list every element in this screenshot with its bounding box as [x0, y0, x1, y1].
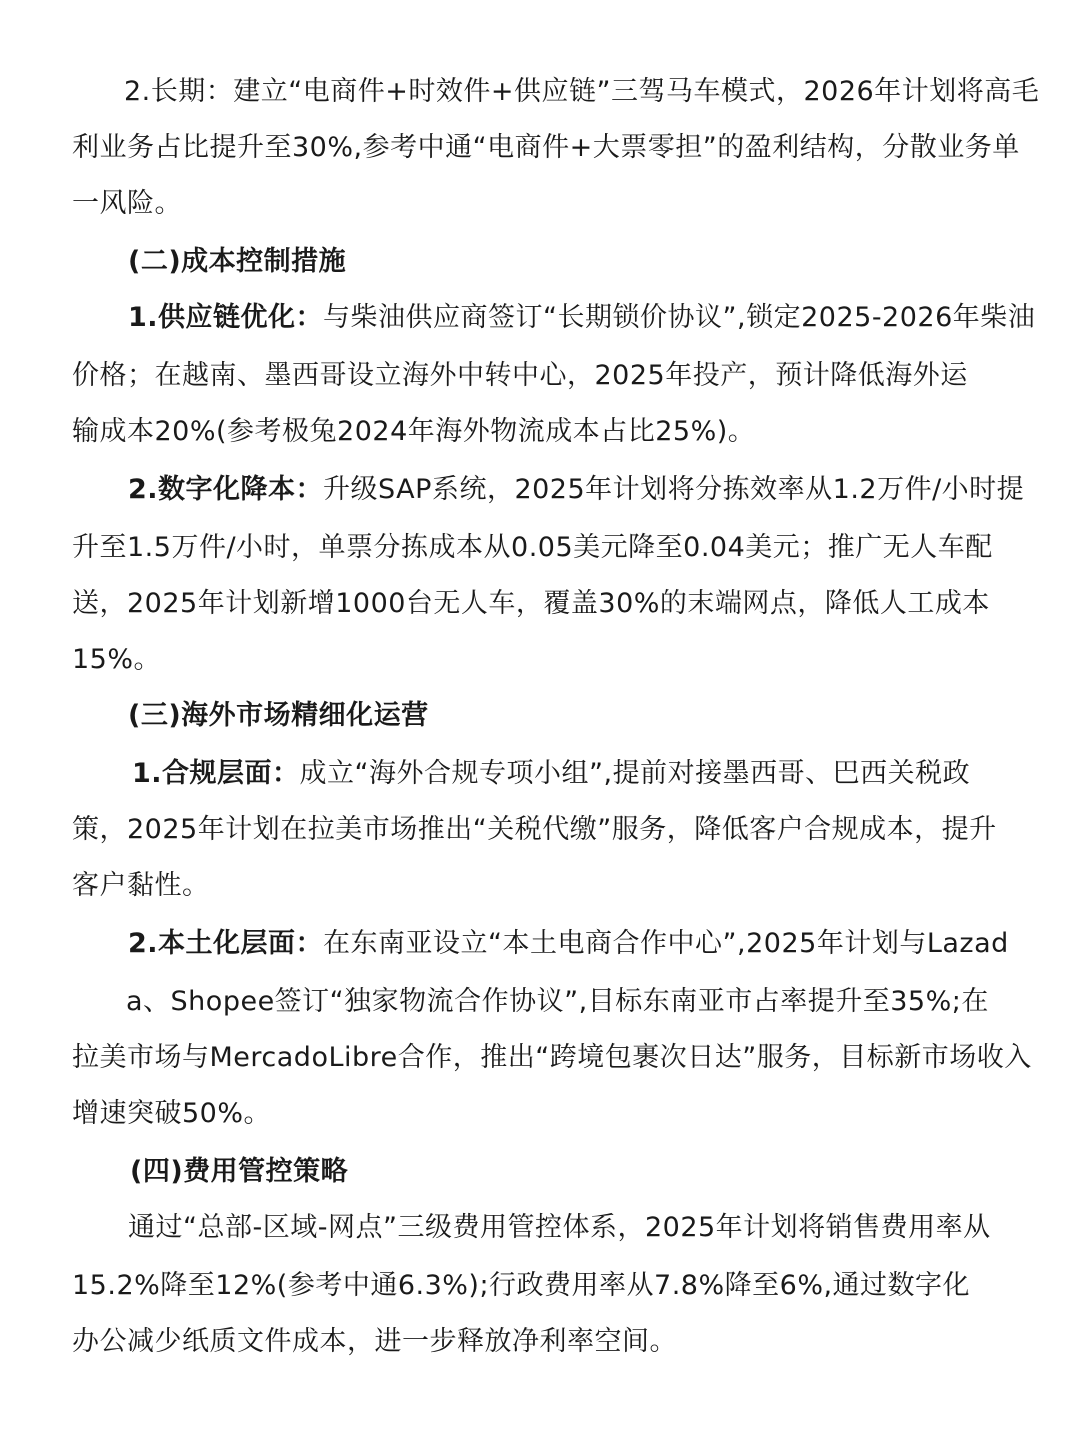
- long-term-line-1: 2.长期：建立“电商件+时效件+供应链”三驾马车模式，2026年计划将高毛: [124, 76, 1040, 107]
- localization-line-2: a、Shopee签订“独家物流合作协议”,目标东南亚市占率提升至35%;在: [126, 986, 989, 1017]
- compliance-line-1: [132, 754, 970, 794]
- localization-lead: 2.本土化层面：: [128, 928, 324, 959]
- compliance-lead: 1.合规层面：: [132, 758, 300, 789]
- compliance-line-2: 策，2025年计划在拉美市场推出“关税代缴”服务，降低客户合规成本，提升: [72, 814, 997, 845]
- overseas-heading: (三)海外市场精细化运营: [128, 700, 429, 731]
- supply-chain-lead: 1.供应链优化：: [128, 302, 324, 333]
- localization-text-1: 在东南亚设立“本土电商合作中心”,2025年计划与Lazad: [323, 928, 1009, 959]
- supply-chain-line-1: [128, 298, 1035, 338]
- localization-line-3: 拉美市场与MercadoLibre合作，推出“跨境包裹次日达”服务，目标新市场收入: [72, 1042, 1032, 1073]
- localization-line-1: [128, 924, 1009, 964]
- expense-line-2: 15.2%降至12%(参考中通6.3%);行政费用率从7.8%降至6%,通过数字化: [72, 1270, 971, 1301]
- cost-control-heading: (二)成本控制措施: [128, 246, 347, 277]
- digital-text-1: 升级SAP系统，2025年计划将分拣效率从1.2万件/小时提: [323, 474, 1025, 505]
- supply-chain-text-1: 与柴油供应商签订“长期锁价协议”,锁定2025-2026年柴油: [323, 302, 1036, 333]
- long-term-line-3: 一风险。: [72, 188, 182, 219]
- digital-line-3: 送，2025年计划新增1000台无人车，覆盖30%的末端网点，降低人工成本: [72, 588, 990, 619]
- digital-line-2: 升至1.5万件/小时，单票分拣成本从0.05美元降至0.04美元；推广无人车配: [72, 532, 993, 563]
- supply-chain-line-2: 价格；在越南、墨西哥设立海外中转中心，2025年投产，预计降低海外运: [72, 360, 968, 391]
- supply-chain-line-3: 输成本20%(参考极兔2024年海外物流成本占比25%)。: [72, 416, 756, 447]
- long-term-line-2: 利业务占比提升至30%,参考中通“电商件+大票零担”的盈利结构，分散业务单: [72, 132, 1020, 163]
- compliance-text-1: 成立“海外合规专项小组”,提前对接墨西哥、巴西关税政: [299, 758, 971, 789]
- compliance-line-3: 客户黏性。: [72, 870, 210, 901]
- expense-heading: (四)费用管控策略: [130, 1156, 349, 1187]
- localization-line-4: 增速突破50%。: [72, 1098, 272, 1129]
- expense-line-3: 办公减少纸质文件成本，进一步释放净利率空间。: [72, 1326, 677, 1357]
- digital-line-1: [128, 470, 1024, 510]
- expense-line-1: 通过“总部-区域-网点”三级费用管控体系，2025年计划将销售费用率从: [128, 1212, 991, 1243]
- digital-line-4: 15%。: [72, 644, 162, 675]
- digital-lead: 2.数字化降本：: [128, 474, 324, 505]
